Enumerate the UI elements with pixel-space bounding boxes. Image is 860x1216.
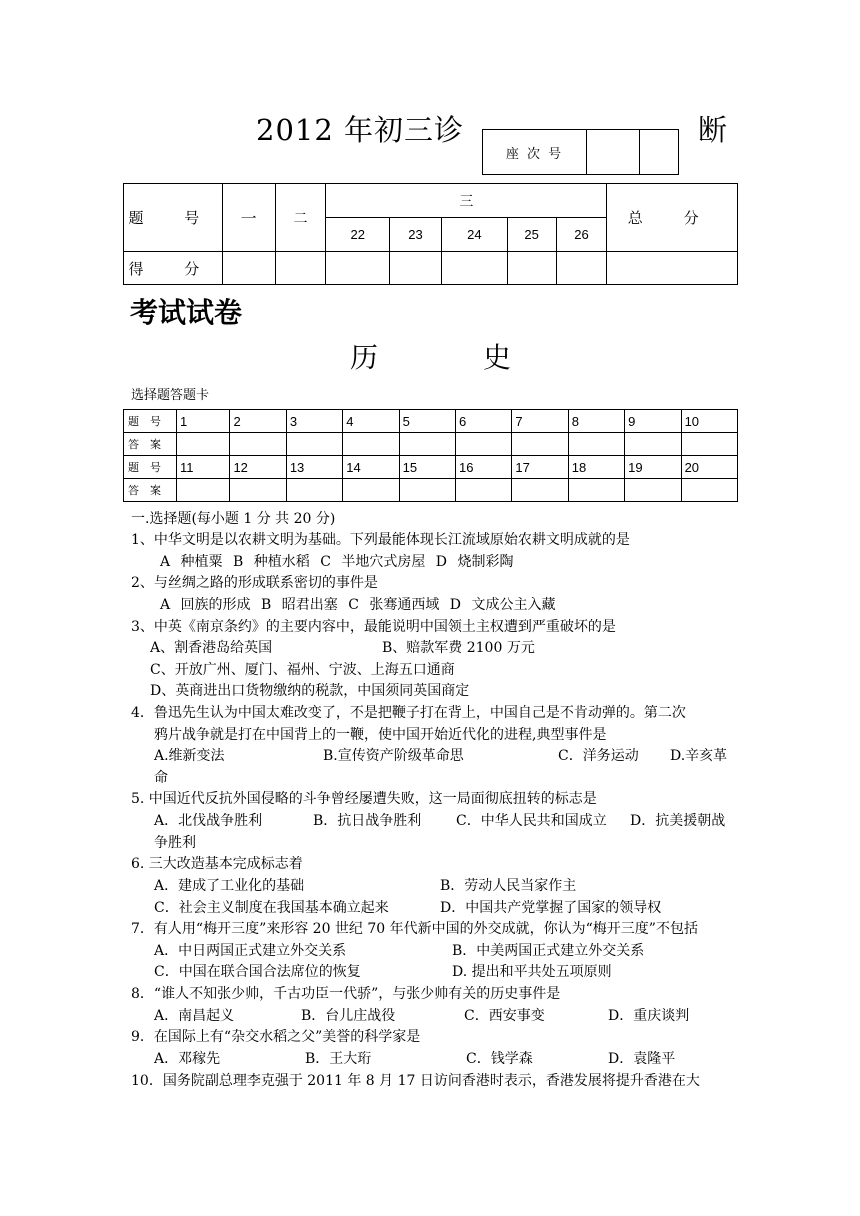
answer-cell[interactable] [230, 479, 286, 502]
answer-q-number: 16 [456, 456, 512, 479]
exam-title-end: 断 [698, 113, 728, 147]
answer-q-number: 2 [230, 410, 286, 433]
answer-cell[interactable] [399, 433, 455, 456]
score-cell [275, 252, 326, 285]
answer-cell[interactable] [177, 433, 230, 456]
score-subcol: 22 [326, 218, 390, 252]
question-option: 争胜利 [154, 835, 196, 851]
answer-cell[interactable] [343, 433, 399, 456]
section-heading: 一.选择题(每小题 1 分 共 20 分) [131, 511, 336, 527]
seat-cell-1 [587, 130, 640, 175]
answer-q-number: 7 [512, 410, 568, 433]
seat-number-box [482, 129, 679, 175]
answer-q-number: 15 [399, 456, 455, 479]
subject-title: 历 史 [350, 341, 559, 374]
question-stem: 6. 三大改造基本完成标志着 [131, 856, 303, 872]
score-cell [607, 252, 738, 285]
question-option: D．抗美援朝战 [630, 813, 726, 829]
answer-cell[interactable] [512, 479, 568, 502]
answer-q-number: 20 [681, 456, 737, 479]
question-option: C、开放广州、厦门、福州、宁波、上海五口通商 [150, 662, 455, 678]
answer-q-number: 11 [177, 456, 230, 479]
question-option: C．中华人民共和国成立 [456, 813, 607, 829]
score-col-1: 一 [222, 184, 275, 252]
answer-cell[interactable] [177, 479, 230, 502]
score-cell [390, 252, 442, 285]
question-option: A．北伐战争胜利 [154, 813, 263, 829]
answer-cell[interactable] [286, 479, 342, 502]
score-total: 总 分 [607, 184, 738, 252]
score-cell [507, 252, 556, 285]
question-option: C．钱学森 [466, 1051, 533, 1067]
question-stem: 8．“谁人不知张少帅，千古功臣一代骄”，与张少帅有关的历史事件是 [131, 986, 561, 1002]
score-cell [222, 252, 275, 285]
question-option: C．社会主义制度在我国基本确立起来 [154, 900, 389, 916]
question-stem: 4．鲁迅先生认为中国太难改变了，不是把鞭子打在背上，中国自己是不肯动弹的。第二次 [131, 705, 686, 721]
question-option: D．袁隆平 [608, 1051, 676, 1067]
answer-q-number: 10 [681, 410, 737, 433]
answer-cell[interactable] [399, 479, 455, 502]
question-option: B.宣传资产阶级革命思 [323, 748, 464, 764]
answer-q-number: 12 [230, 456, 286, 479]
question-option: A．南昌起义 [154, 1008, 235, 1024]
answer-a-label: 答 案 [124, 479, 177, 502]
question-option: A．邓稼先 [154, 1051, 221, 1067]
question-stem: 3、中英《南京条约》的主要内容中，最能说明中国领土主权遭到严重破坏的是 [131, 619, 616, 635]
score-col-3: 三 [326, 184, 607, 218]
answer-q-label: 题 号 [124, 456, 177, 479]
answer-q-number: 3 [286, 410, 342, 433]
answer-q-number: 4 [343, 410, 399, 433]
question-stem: 10．国务院副总理李克强于 2011 年 8 月 17 日访问香港时表示，香港发展将提升香港在大 [131, 1073, 700, 1089]
question-option: A．建成了工业化的基础 [154, 878, 305, 894]
question-stem: 鸦片战争就是打在中国背上的一鞭，使中国开始近代化的进程,典型事件是 [154, 727, 607, 743]
exam-title: 2012 年初三诊 [256, 113, 465, 147]
question-option: A．中日两国正式建立外交关系 [154, 943, 347, 959]
score-header-question: 题 号 [124, 184, 223, 252]
answer-cell[interactable] [456, 433, 512, 456]
answer-cell[interactable] [681, 433, 737, 456]
answer-q-number: 19 [625, 456, 681, 479]
answer-q-label: 题 号 [124, 410, 177, 433]
question-options: A 回族的形成 B 昭君出塞 C 张骞通西域 D 文成公主入藏 [160, 597, 556, 613]
answer-q-number: 14 [343, 456, 399, 479]
answer-card-table [123, 409, 738, 502]
question-stem: 7．有人用“梅开三度”来形容 20 世纪 70 年代新中国的外交成就，你认为“梅开三度”不包括 [131, 921, 698, 937]
answer-cell[interactable] [343, 479, 399, 502]
answer-q-number: 8 [568, 410, 624, 433]
question-option: D．重庆谈判 [608, 1008, 690, 1024]
answer-cell[interactable] [512, 433, 568, 456]
answer-q-number: 17 [512, 456, 568, 479]
question-option: D．中国共产党掌握了国家的领导权 [440, 900, 662, 916]
question-option: C．中国在联合国合法席位的恢复 [154, 964, 361, 980]
question-stem: 5. 中国近代反抗外国侵略的斗争曾经屡遭失败，这一局面彻底扭转的标志是 [131, 791, 597, 807]
answer-a-label: 答 案 [124, 433, 177, 456]
question-option: C．西安事变 [464, 1008, 545, 1024]
question-option: B．抗日战争胜利 [313, 813, 422, 829]
answer-cell[interactable] [625, 433, 681, 456]
question-option: C．洋务运动 [558, 748, 639, 764]
answer-cell[interactable] [568, 433, 624, 456]
question-option: B．劳动人民当家作主 [440, 878, 577, 894]
question-stem: 2、与丝绸之路的形成联系密切的事件是 [131, 575, 378, 591]
score-cell [556, 252, 607, 285]
question-option: B．中美两国正式建立外交关系 [452, 943, 645, 959]
question-option: B、赔款军费 2100 万元 [382, 640, 535, 656]
answer-card-label: 选择题答题卡 [131, 388, 210, 403]
seat-label: 座 次 号 [483, 130, 587, 175]
exam-label: 考试试卷 [130, 296, 243, 329]
answer-cell[interactable] [456, 479, 512, 502]
score-cell [441, 252, 507, 285]
score-subcol: 24 [441, 218, 507, 252]
answer-q-number: 13 [286, 456, 342, 479]
answer-q-number: 9 [625, 410, 681, 433]
question-option: B．台儿庄战役 [301, 1008, 396, 1024]
question-option: 命 [154, 770, 168, 786]
answer-cell[interactable] [681, 479, 737, 502]
question-option: A、割香港岛给英国 [150, 640, 273, 656]
score-subcol: 23 [390, 218, 442, 252]
question-options: A 种植粟 B 种植水稻 C 半地穴式房屋 D 烧制彩陶 [160, 554, 514, 570]
question-option: D. 提出和平共处五项原则 [452, 964, 612, 980]
score-table [123, 183, 738, 285]
answer-cell[interactable] [568, 479, 624, 502]
answer-q-number: 1 [177, 410, 230, 433]
question-option: D.辛亥革 [670, 748, 728, 764]
question-option: B．王大珩 [305, 1051, 372, 1067]
answer-q-number: 6 [456, 410, 512, 433]
question-stem: 9．在国际上有“杂交水稻之父”美誉的科学家是 [131, 1029, 421, 1045]
answer-cell[interactable] [230, 433, 286, 456]
score-subcol: 25 [507, 218, 556, 252]
score-row-label: 得 分 [124, 252, 223, 285]
answer-cell[interactable] [286, 433, 342, 456]
score-col-2: 二 [275, 184, 326, 252]
question-stem: 1、中华文明是以农耕文明为基础。下列最能体现长江流域原始农耕文明成就的是 [131, 532, 630, 548]
answer-cell[interactable] [625, 479, 681, 502]
question-option: A.维新变法 [154, 748, 225, 764]
score-subcol: 26 [556, 218, 607, 252]
answer-q-number: 18 [568, 456, 624, 479]
question-option: D、英商进出口货物缴纳的税款，中国须同英国商定 [150, 683, 470, 699]
seat-cell-2 [640, 130, 679, 175]
score-cell [326, 252, 390, 285]
answer-q-number: 5 [399, 410, 455, 433]
